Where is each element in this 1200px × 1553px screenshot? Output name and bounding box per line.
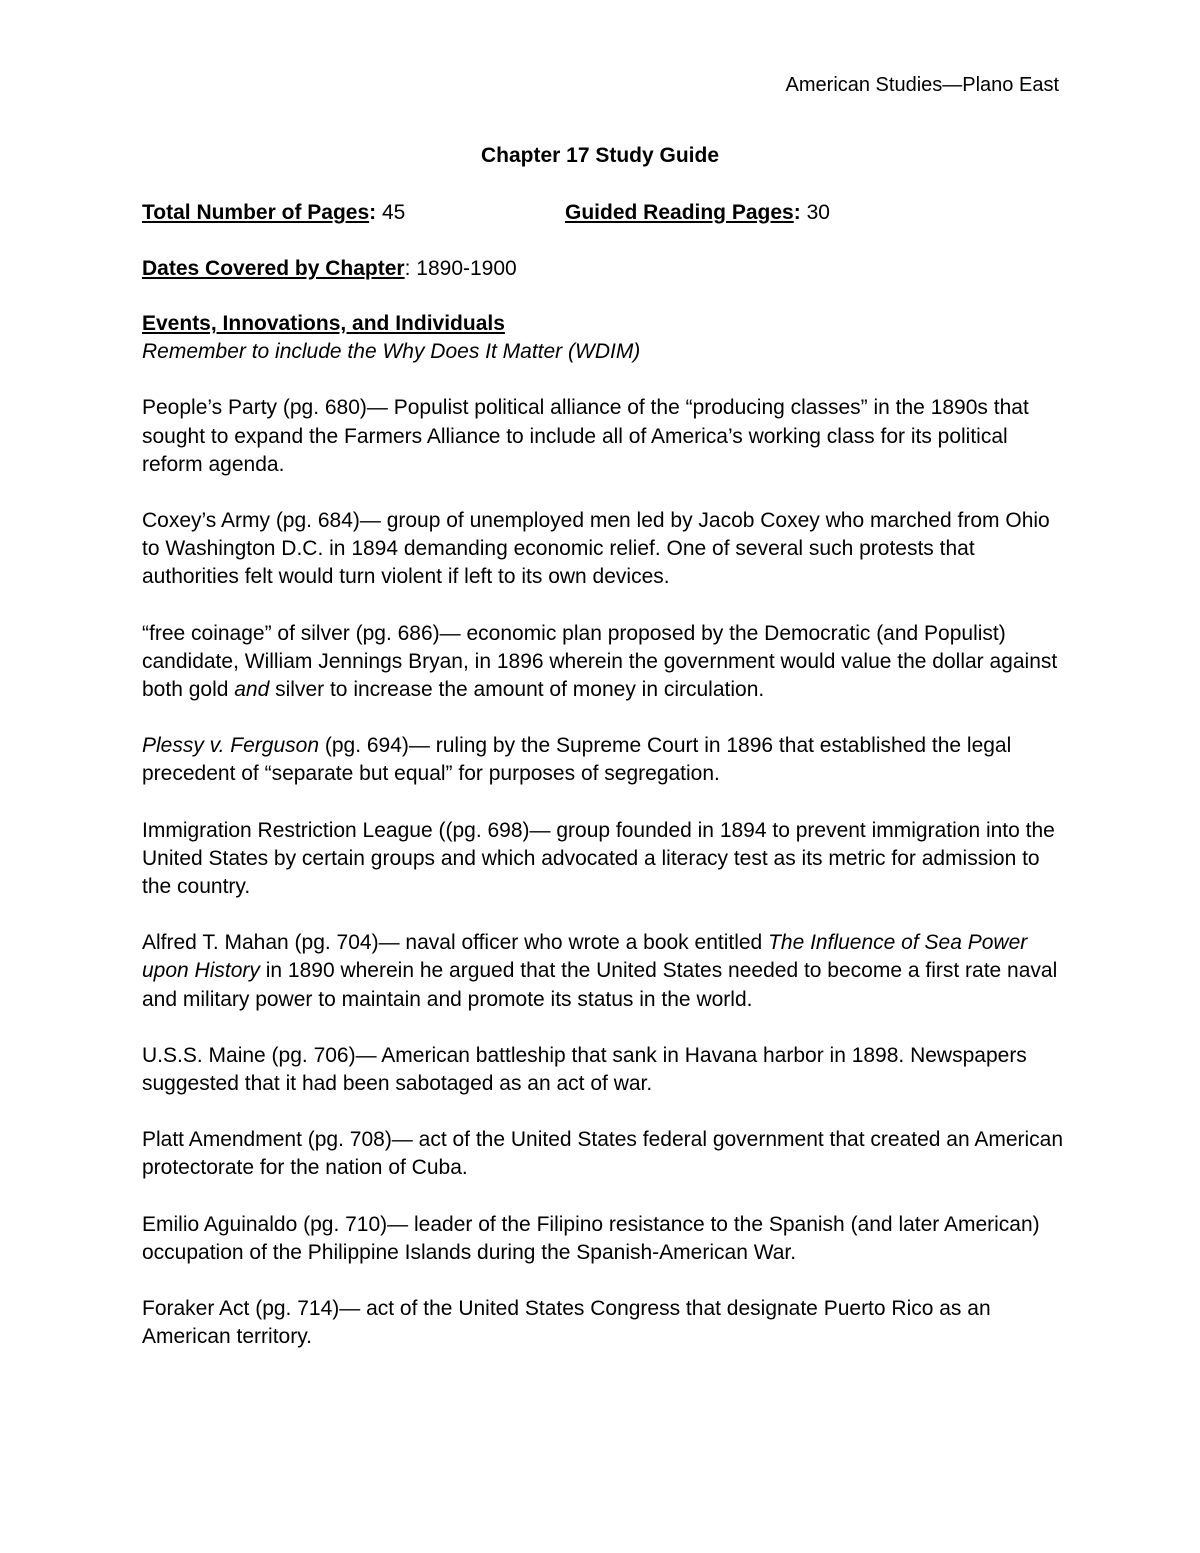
section-reminder: Remember to include the Why Does It Matter (WDIM) xyxy=(142,340,641,364)
guided-pages-label: Guided Reading Pages xyxy=(565,201,794,224)
guided-pages-row: Guided Reading Pages: 30 xyxy=(565,201,830,224)
study-guide-content xyxy=(142,310,1072,1379)
total-pages-label: Total Number of Pages xyxy=(142,201,370,224)
dates-value: 1890-1900 xyxy=(416,257,517,280)
entry-immigration-restriction-league: Immigration Restriction League ((pg. 698)— group founded in 1894 to prevent immigration into the United States by certain groups and which advocated a literacy test as its metric for admission to the country. xyxy=(142,818,1055,899)
entry-alfred-mahan xyxy=(142,929,1072,1014)
entry-uss-maine: U.S.S. Maine (pg. 706)— American battleship that sank in Havana harbor in 1898. Newspapers suggested that it had been sabotaged as an act of war. xyxy=(142,1043,1027,1096)
entry-emilio-aguinaldo: Emilio Aguinaldo (pg. 710)— leader of the Filipino resistance to the Spanish (and later American) occupation of the Philippine Islands during the Spanish-American War. xyxy=(142,1212,1040,1264)
entry-italic-text: and xyxy=(234,678,270,702)
entry-coxeys-army: Coxey’s Army (pg. 684)— group of unemployed men led by Jacob Coxey who marched from Ohio to Washington D.C. in 1894 demanding economic relief. One of several such protests that authorities felt would turn violent if left to its own devices. xyxy=(142,509,1050,589)
dates-row: Dates Covered by Chapter: 1890-1900 xyxy=(142,257,517,280)
page-title: Chapter 17 Study Guide xyxy=(480,144,720,167)
entry-text: silver to increase the amount of money in circulation. xyxy=(269,678,765,702)
entry-free-coinage xyxy=(142,620,1072,705)
course-header: American Studies—Plano East xyxy=(785,74,1059,96)
entry-text: in 1890 wherein he argued that the United States needed to become a first rate naval and military power to maintain and promote its status in the world. xyxy=(142,959,1058,1011)
guided-pages-value: 30 xyxy=(806,201,830,224)
entry-plessy-v-ferguson xyxy=(142,732,1072,788)
section-heading: Events, Innovations, and Individuals xyxy=(142,312,505,335)
entry-italic-text: Plessy v. Ferguson xyxy=(142,734,320,758)
entry-platt-amendment: Platt Amendment (pg. 708)— act of the United States federal government that created an American protectorate for the nation of Cuba. xyxy=(142,1128,1064,1180)
entry-text: Alfred T. Mahan (pg. 704)— naval officer who wrote a book entitled xyxy=(142,931,769,955)
entry-foraker-act: Foraker Act (pg. 714)— act of the United States Congress that designate Puerto Rico as an American territory. xyxy=(142,1297,991,1349)
entry-italic-text: The Influence of Sea Power upon History xyxy=(142,931,1028,983)
entry-text: (pg. 694)— ruling by the Supreme Court in 1896 that established the legal precedent of “separate but equal” for purposes of segregation. xyxy=(142,734,1012,786)
dates-label: Dates Covered by Chapter xyxy=(142,257,405,280)
entry-peoples-party: People’s Party (pg. 680)— Populist political alliance of the “producing classes” in the 1890s that sought to expand the Farmers Alliance to include all of America’s working class for its political reform agenda. xyxy=(142,396,1029,476)
total-pages-value: 45 xyxy=(382,201,406,224)
page-counts-row: Total Number of Pages: 45 xyxy=(142,201,406,224)
entry-text: “free coinage” of silver (pg. 686)— economic plan proposed by the Democratic (and Populist) candidate, William Jennings Bryan, in 1896 wherein the government would value the dollar against both gold xyxy=(142,621,1058,702)
